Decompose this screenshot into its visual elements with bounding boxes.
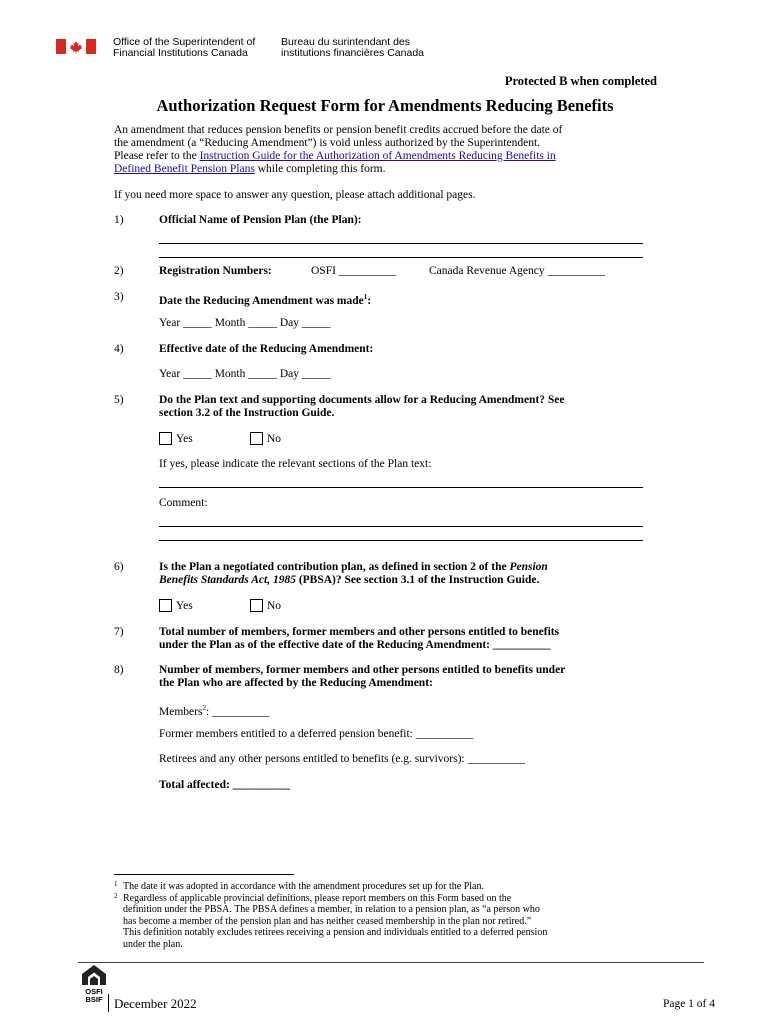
instruction-guide-link-cont[interactable]: Defined Benefit Pension Plans xyxy=(114,163,255,175)
page-number: Page 1 of 4 xyxy=(662,998,715,1010)
q8-former-members-field[interactable]: Former members entitled to a deferred pension benefit: __________ xyxy=(159,728,474,740)
footnote-1 xyxy=(114,881,674,893)
q7-label xyxy=(159,626,669,652)
intro-paragraph xyxy=(114,124,674,176)
footer-divider xyxy=(108,994,109,1012)
protected-label: Protected B when completed xyxy=(504,74,657,88)
intro-line xyxy=(114,163,674,176)
q1-label: Official Name of Pension Plan (the Plan): xyxy=(159,214,362,226)
instruction-guide-link[interactable]: Instruction Guide for the Authorization of Amendments Reducing Benefits in xyxy=(199,150,556,162)
q8-retirees-field[interactable]: Retirees and any other persons entitled to benefits (e.g. survivors): __________ xyxy=(159,753,526,765)
intro-line: An amendment that reduces pension benefits or pension benefit credits accrued before the date of xyxy=(114,124,563,136)
q8-members-blank: : __________ xyxy=(205,705,270,718)
q2-osfi-field[interactable]: OSFI __________ xyxy=(311,265,397,277)
q3-colon: : xyxy=(367,294,372,307)
page-title: Authorization Request Form for Amendments Reducing Benefits xyxy=(156,96,614,115)
q5-number: 5) xyxy=(114,394,124,406)
q2-cra-field[interactable]: Canada Revenue Agency __________ xyxy=(429,265,605,277)
footnote-text: has become a member of the pension plan and has neither ceased membership in the plan nor retired.” xyxy=(123,915,532,927)
q6-label-line xyxy=(159,561,659,574)
q8-label-line: the Plan who are affected by the Reducing Amendment: xyxy=(159,677,433,689)
q3-label-text: Date the Reducing Amendment was made xyxy=(159,294,364,307)
q3-number: 3) xyxy=(114,291,124,303)
q1-number: 1) xyxy=(114,214,124,226)
osfi-english-name xyxy=(113,37,255,59)
q6-act-title: Benefits Standards Act, 1985 xyxy=(159,574,296,586)
q5-yes-label: Yes xyxy=(176,433,193,445)
footnote-text: The date it was adopted in accordance with the amendment procedures set up for the Plan. xyxy=(123,881,484,892)
more-space-note: If you need more space to answer any question, please attach additional pages. xyxy=(114,189,476,201)
q5-label-line: Do the Plan text and supporting documents allow for a Reducing Amendment? See xyxy=(159,394,565,406)
q6-text: Is the Plan a negotiated contribution plan, as defined in section 2 of the xyxy=(159,561,510,573)
bsif-line2: institutions financières Canada xyxy=(281,47,425,59)
q4-number: 4) xyxy=(114,343,124,355)
q1-answer-line[interactable] xyxy=(159,257,643,258)
intro-text: Please refer to the xyxy=(114,150,200,162)
intro-line: the amendment (a “Reducing Amendment”) is void unless authorized by the Superintendent. xyxy=(114,137,541,149)
q6-text: (PBSA)? See section 3.1 of the Instruction Guide. xyxy=(295,574,540,586)
q7-number: 7) xyxy=(114,626,124,638)
q5-yes-checkbox[interactable] xyxy=(159,432,172,445)
bsif-line1: Bureau du surintendant des xyxy=(281,36,411,48)
osfi-line1: Office of the Superintendent of xyxy=(113,36,256,48)
q5-no-checkbox[interactable] xyxy=(250,432,263,445)
q8-total-field[interactable]: Total affected: __________ xyxy=(159,779,291,791)
footnote-text: This definition notably excludes retirees receiving a pension and individuals entitled to a deferred pension xyxy=(123,927,548,938)
q5-comment-line[interactable] xyxy=(159,526,643,527)
osfi-logo-text xyxy=(80,988,108,1004)
q3-date-fields[interactable]: Year _____ Month _____ Day _____ xyxy=(159,317,331,329)
q5-label-line: section 3.2 of the Instruction Guide. xyxy=(159,407,335,419)
q6-label xyxy=(159,561,659,587)
q5-if-yes-text: If yes, please indicate the relevant sections of the Plan text: xyxy=(159,458,432,470)
canada-flag-icon xyxy=(56,39,96,54)
q8-members-field[interactable] xyxy=(159,702,270,719)
q6-yes-checkbox[interactable] xyxy=(159,599,172,612)
footer-rule xyxy=(78,962,704,963)
q5-sections-line[interactable] xyxy=(159,487,643,488)
logo-text-bsif: BSIF xyxy=(85,995,103,1004)
footnote-2 xyxy=(114,893,674,951)
footnote-text: under the plan. xyxy=(123,938,183,950)
q5-label xyxy=(159,394,659,420)
q5-comment-line[interactable] xyxy=(159,540,643,541)
q6-no-checkbox[interactable] xyxy=(250,599,263,612)
q8-label xyxy=(159,664,669,690)
footnotes xyxy=(114,881,674,950)
osfi-logo-icon xyxy=(80,964,108,986)
q6-act-title: Pension xyxy=(509,561,548,573)
q6-no-label: No xyxy=(267,600,282,612)
osfi-line2: Financial Institutions Canada xyxy=(113,47,248,59)
footer-date: December 2022 xyxy=(114,996,197,1011)
q4-label: Effective date of the Reducing Amendment: xyxy=(159,343,374,355)
q5-comment-label: Comment: xyxy=(159,497,208,509)
footnote-marker: 2 xyxy=(114,891,118,900)
footnote-ref: 1 xyxy=(363,293,368,301)
footnote-text: Regardless of applicable provincial definitions, please report members on this Form based on the xyxy=(123,892,512,904)
q6-yes-label: Yes xyxy=(176,600,193,612)
q7-label-line: under the Plan as of the effective date of the Reducing Amendment: __________ xyxy=(159,639,551,651)
logo-text-osfi: OSFI xyxy=(85,987,103,996)
intro-line xyxy=(114,150,674,163)
footnote-text: definition under the PBSA. The PBSA defines a member, in relation to a pension plan, as “a person who xyxy=(123,904,540,915)
q4-date-fields[interactable]: Year _____ Month _____ Day _____ xyxy=(159,368,331,380)
intro-text: while completing this form. xyxy=(254,163,386,175)
footnote-ref: 2 xyxy=(202,704,206,712)
q1-answer-line[interactable] xyxy=(159,243,643,244)
bsif-french-name xyxy=(281,37,424,59)
q8-label-line: Number of members, former members and other persons entitled to benefits under xyxy=(159,664,566,676)
footnote-separator xyxy=(114,874,294,875)
q8-number: 8) xyxy=(114,664,124,676)
q5-no-label: No xyxy=(267,433,282,445)
footnote-marker: 1 xyxy=(114,880,118,888)
q2-label: Registration Numbers: xyxy=(159,265,272,277)
q2-number: 2) xyxy=(114,265,124,277)
q6-number: 6) xyxy=(114,561,124,573)
q8-members-label: Members xyxy=(159,705,203,718)
q3-label xyxy=(159,291,371,308)
q6-label-line xyxy=(159,574,659,587)
q7-label-line: Total number of members, former members and other persons entitled to benefits xyxy=(159,626,560,638)
